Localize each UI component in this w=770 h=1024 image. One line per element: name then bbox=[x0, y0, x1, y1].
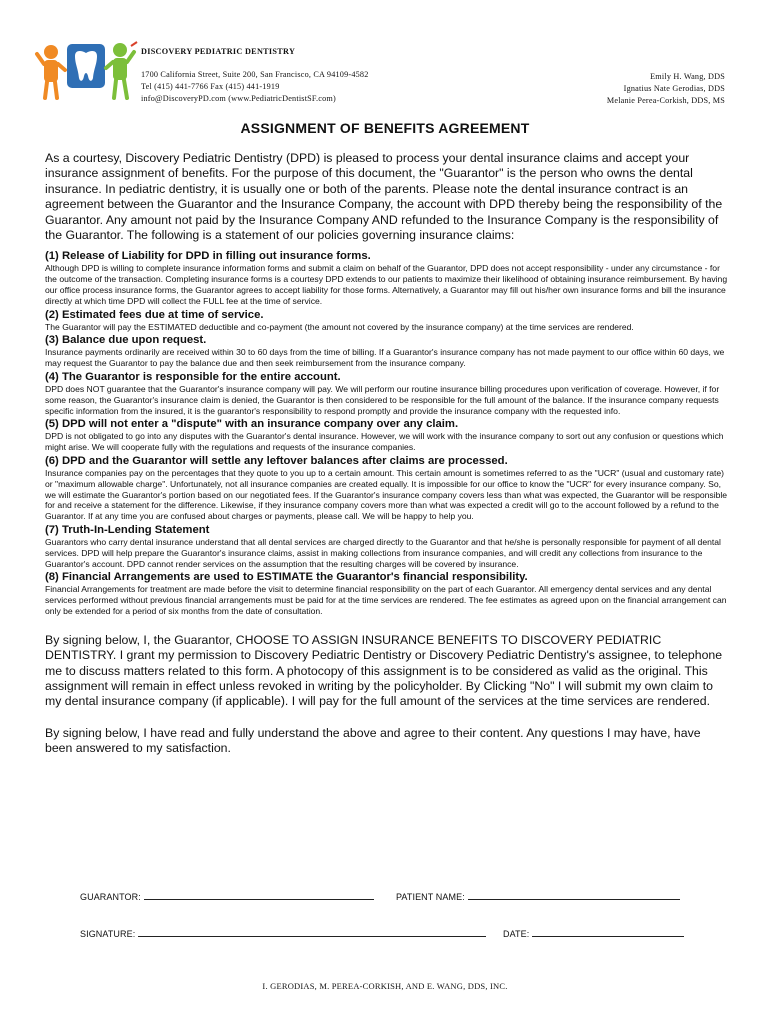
patient-name-field-row bbox=[396, 890, 680, 902]
guarantor-line[interactable] bbox=[144, 890, 374, 900]
policy-section bbox=[45, 570, 728, 616]
practice-address: 1700 California Street, Suite 200, San Francisco, CA 94109-4582 bbox=[141, 70, 369, 79]
intro-paragraph: As a courtesy, Discovery Pediatric Dentistry (DPD) is pleased to process your dental insurance claims and accept your insurance assignment of benefits. For the purpose of this document, the "Guarantor" is the person who owns the dental insurance. In pediatric dentistry, it is usually one or both of the parents. Please note the dental insurance contract is an agreement between the Guarantor and the Insurance Company, the account with DPD thereby being the responsibility of the Guarantor. Any amount not paid by the Insurance Company AND refunded to the Insurance Company is the responsibility of the Guarantor. The following is a statement of our policies governing insurance claims: bbox=[45, 151, 723, 243]
policy-section bbox=[45, 523, 728, 569]
section-body: DPD does NOT guarantee that the Guarantor's insurance company will pay. We will perform our routine insurance billing procedures upon verification of coverage. However, if for some reason, the Guarantor's insurance claim is denied, the Guarantor is then considered to be responsible for the full amount of the balance. If the insurance company requests specific information from the insured, it is the guarantor's responsibility to respond promptly and provide the insurance company with the requested info. bbox=[45, 384, 720, 416]
section-heading: (2) Estimated fees due at time of service. bbox=[45, 308, 264, 321]
practice-info bbox=[141, 46, 369, 105]
section-heading: (8) Financial Arrangements are used to ESTIMATE the Guarantor's financial responsibility. bbox=[45, 571, 528, 584]
policy-section bbox=[45, 454, 728, 522]
section-heading: (7) Truth-In-Lending Statement bbox=[45, 523, 210, 536]
guarantor-label: GUARANTOR: bbox=[80, 892, 141, 902]
practice-logo bbox=[34, 40, 138, 106]
practice-phone-fax: Tel (415) 441-7766 Fax (415) 441-1919 bbox=[141, 82, 280, 91]
date-field-row bbox=[503, 927, 684, 939]
signature-label: SIGNATURE: bbox=[80, 929, 136, 939]
doctor-name: Melanie Perea-Corkish, DDS, MS bbox=[606, 96, 725, 105]
footer-text: I. GERODIAS, M. PEREA-CORKISH, AND E. WANG, DDS, INC. bbox=[262, 981, 508, 991]
acknowledgement-paragraph: By signing below, I have read and fully understand the above and agree to their content. Any questions I may have, have been answered to my satisfaction. bbox=[45, 725, 701, 756]
signature-field-row bbox=[80, 927, 486, 939]
section-heading: (5) DPD will not enter a "dispute" with an insurance company over any claim. bbox=[45, 418, 459, 431]
section-body: Financial Arrangements for treatment are made before the visit to determine financial responsibility on the part of each Guarantor. All emergency dental services and any dental services performed without previous financial arrangements must be paid for at the time services are rendered. The fee estimates as agreed upon on the financial arrangement can only be extended for a period of six months from the date of consultation. bbox=[45, 584, 727, 616]
policy-section bbox=[45, 417, 728, 453]
patient-name-line[interactable] bbox=[468, 890, 680, 900]
patient-name-label: PATIENT NAME: bbox=[396, 892, 465, 902]
section-body: Insurance payments ordinarily are received within 30 to 60 days from the time of billing. If a Guarantor's insurance company has not made payment to our office within 60 days, we may request the Guarantor to pay the balance due and then seek reimbursement from the insurance company. bbox=[45, 347, 725, 369]
doctor-name: Ignatius Nate Gerodias, DDS bbox=[623, 84, 725, 93]
section-body: DPD is not obligated to go into any disputes with the Guarantor's dental insurance. However, we will work with the insurance company to sort out any confusion or questions which might arise. We will cooperate fully with the regulations and requests of the insurance companies. bbox=[45, 431, 724, 453]
document-title: ASSIGNMENT OF BENEFITS AGREEMENT bbox=[240, 120, 530, 136]
section-heading: (1) Release of Liability for DPD in filling out insurance forms. bbox=[45, 250, 371, 263]
doctor-name: Emily H. Wang, DDS bbox=[650, 72, 725, 81]
policy-section bbox=[45, 370, 728, 416]
section-heading: (6) DPD and the Guarantor will settle any leftover balances after claims are processed. bbox=[45, 455, 508, 467]
section-body: The Guarantor will pay the ESTIMATED deductible and co-payment (the amount not covered by the insurance company) at the time services are rendered. bbox=[45, 321, 634, 332]
date-label: DATE: bbox=[503, 929, 530, 939]
policy-section bbox=[45, 308, 728, 333]
document-body bbox=[45, 151, 728, 757]
assignment-consent-paragraph: By signing below, I, the Guarantor, CHOOSE TO ASSIGN INSURANCE BENEFITS TO DISCOVERY PEDIATRIC DENTISTRY. I grant my permission to Discovery Pediatric Dentistry or Discovery Pediatric Dentistry's assignee, to telephone me to discuss matters related to this form. A photocopy of this assignment is to be considered as valid as the original. This assignment will remain in effect unless revoked in writing by the policyholder. By Clicking "No" I will submit my own claim to my dental insurance company (if applicable). I will pay for the full amount of the services at the time services are rendered. bbox=[45, 632, 723, 709]
policy-section bbox=[45, 333, 728, 369]
guarantor-field-row bbox=[80, 890, 374, 902]
doctor-list bbox=[607, 71, 725, 107]
signature-line[interactable] bbox=[138, 927, 486, 937]
date-line[interactable] bbox=[532, 927, 684, 937]
practice-name: DISCOVERY PEDIATRIC DENTISTRY bbox=[141, 47, 296, 56]
policy-section bbox=[45, 249, 728, 306]
section-body: Guarantors who carry dental insurance understand that all dental services are charged directly to the Guarantor and that he/she is personally responsible for payment of all dental services. DPD will help prepare the Guarantor's insurance claims, assist in making collections from insurance companies, and will credit any collections from insurance to the Guarantor's account. DPD cannot render services on the assumption that the resulting charges will be covered by insurance. bbox=[45, 536, 721, 569]
section-heading: (4) The Guarantor is responsible for the entire account. bbox=[45, 371, 341, 384]
section-body: Although DPD is willing to complete insurance information forms and submit a claim on behalf of the Guarantor, DPD does not accept responsibility - under any circumstance - for the outcome of the transaction. Completing insurance forms is a courtesy DPD extends to our patients to maximize their likelihood of obtaining insurance reimbursement. By having our office process insurance forms, the Guarantor agrees to accept liability for those forms. Alternatively, a Guarantor may fill out his/her own insurance forms and bill the insurance directly at which time DPD will collect the FULL fee at the time of service. bbox=[45, 263, 728, 306]
practice-email-web: info@DiscoveryPD.com (www.PediatricDentistSF.com) bbox=[141, 94, 336, 103]
section-heading: (3) Balance due upon request. bbox=[45, 334, 207, 347]
section-body: Insurance companies pay on the percentages that they quote to you up to a certain amount. This certain amount is sometimes referred to as the "UCR" (usual and customary rate) or "maximum allowable charge". Unfortunately, not all insurance companies are created equally. It is impossible for our office to know the "UCR" for every insurance company. So, we will estimate the Guarantor's portion based on our negotiated fees. If the Guarantor's insurance company covers less than what was expected, the Guarantor will be responsible for and receive a statement for the difference. Likewise, if they insurance company covers more than what was expected a credit will go to the account followed by a refund to the Guarantor. If at any time you are confused about charges or payments, please call. We will be happy to help you. bbox=[45, 468, 728, 522]
